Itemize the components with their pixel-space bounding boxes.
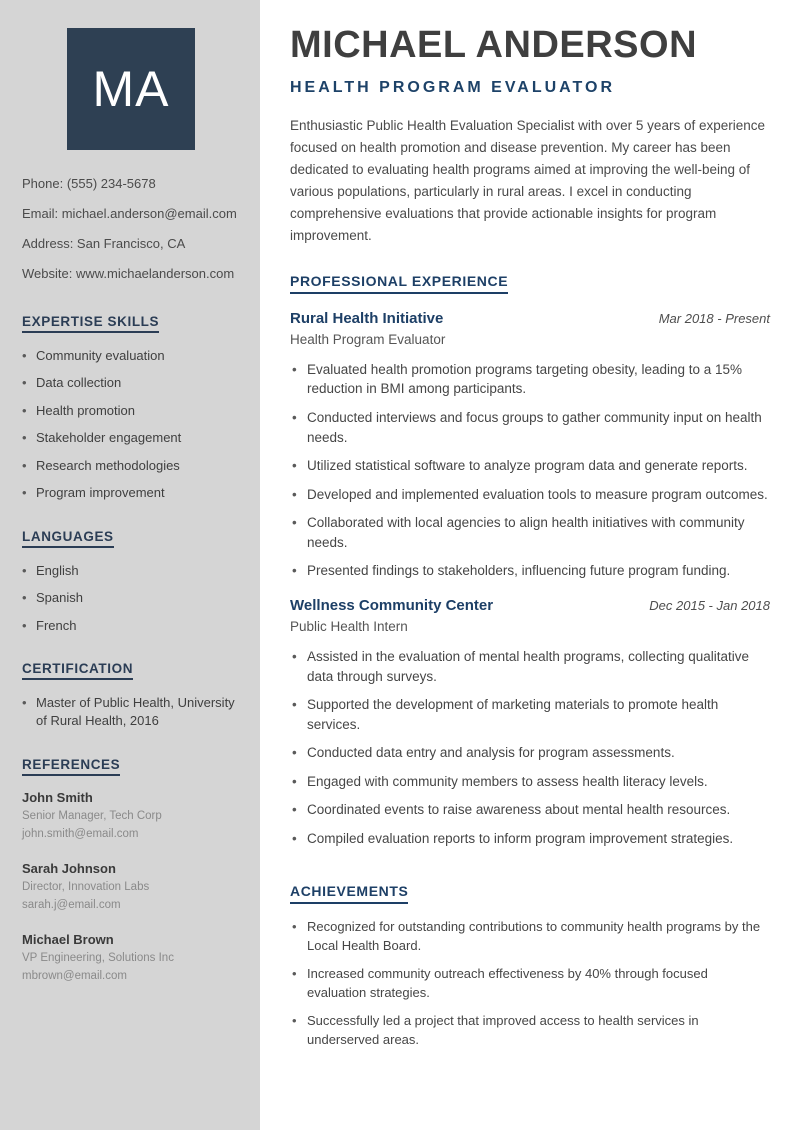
job-bullet: • Engaged with community members to assess health literacy levels. [290, 772, 770, 792]
contact-block [22, 176, 240, 283]
reference-role: VP Engineering, Solutions Inc [22, 951, 174, 964]
achievements-heading: ACHIEVEMENTS [290, 883, 408, 904]
skill-item: • Data collection [22, 374, 240, 392]
experience-heading: PROFESSIONAL EXPERIENCE [290, 273, 508, 294]
job-bullet: • Conducted interviews and focus groups to gather community input on health needs. [290, 408, 770, 447]
sidebar [0, 0, 260, 1130]
languages-list [22, 562, 240, 635]
skills-heading: EXPERTISE SKILLS [22, 314, 159, 333]
job-role: Public Health Intern [290, 618, 408, 634]
job-header [290, 310, 770, 327]
reference-entry [22, 790, 240, 843]
certification-list [22, 694, 240, 729]
contact-address: Address: San Francisco, CA [22, 235, 186, 251]
contact-website: Website: www.michaelanderson.com [22, 265, 235, 281]
job-bullet: • Coordinated events to raise awareness about mental health resources. [290, 800, 770, 820]
job-bullet: • Utilized statistical software to analyze program data and generate reports. [290, 456, 770, 476]
skill-item: • Stakeholder engagement [22, 429, 240, 447]
achievement-item: • Recognized for outstanding contributions to community health programs by the Local Health Board. [290, 918, 770, 956]
job-bullet: • Supported the development of marketing materials to promote health services. [290, 695, 770, 734]
job-bullets [290, 360, 770, 581]
reference-name: John Smith [22, 789, 93, 805]
achievement-item: • Increased community outreach effectiveness by 40% through focused evaluation strategies. [290, 965, 770, 1003]
company-name: Rural Health Initiative [290, 309, 444, 327]
reference-name: Sarah Johnson [22, 860, 116, 876]
reference-entry [22, 932, 240, 985]
job-bullet: • Assisted in the evaluation of mental health programs, collecting qualitative data through surveys. [290, 647, 770, 686]
certification-section [22, 660, 240, 729]
job-header [290, 597, 770, 614]
monogram-initials: MA [92, 61, 170, 117]
reference-email: mbrown@email.com [22, 970, 127, 983]
candidate-title: HEALTH PROGRAM EVALUATOR [290, 78, 616, 96]
job-bullets [290, 647, 770, 849]
profile-summary: Enthusiastic Public Health Evaluation Specialist with over 5 years of experience focused on health promotion and disease prevention. My career has been dedicated to evaluating health programs aimed at improving the well-being of various populations, particularly in rural areas. I excel in conducting comprehensive evaluations that provide actionable insights for program improvement. [290, 117, 765, 243]
job-dates: Dec 2015 - Jan 2018 [649, 597, 770, 613]
reference-email: sarah.j@email.com [22, 899, 121, 912]
language-item: • French [22, 617, 240, 635]
skill-item: • Research methodologies [22, 457, 240, 475]
job-entry [290, 597, 770, 849]
job-entry [290, 310, 770, 581]
skills-section [22, 313, 240, 502]
languages-section [22, 528, 240, 635]
language-item: • Spanish [22, 589, 240, 607]
reference-role: Senior Manager, Tech Corp [22, 809, 162, 822]
certification-item: • Master of Public Health, University of Rural Health, 2016 [22, 694, 240, 729]
company-name: Wellness Community Center [290, 596, 494, 614]
reference-email: john.smith@email.com [22, 828, 139, 841]
skill-item: • Health promotion [22, 402, 240, 420]
job-dates: Mar 2018 - Present [658, 310, 770, 326]
certification-heading: CERTIFICATION [22, 661, 133, 680]
references-section [22, 756, 240, 985]
skill-item: • Community evaluation [22, 347, 240, 365]
reference-role: Director, Innovation Labs [22, 880, 150, 893]
reference-name: Michael Brown [22, 931, 114, 947]
job-bullet: • Compiled evaluation reports to inform program improvement strategies. [290, 829, 770, 849]
language-item: • English [22, 562, 240, 580]
languages-heading: LANGUAGES [22, 529, 114, 548]
job-bullet: • Collaborated with local agencies to align health initiatives with community needs. [290, 513, 770, 552]
job-role: Health Program Evaluator [290, 331, 446, 347]
skills-list [22, 347, 240, 502]
reference-entry [22, 861, 240, 914]
contact-email: Email: michael.anderson@email.com [22, 205, 237, 221]
job-bullet: • Evaluated health promotion programs targeting obesity, leading to a 15% reduction in BMI among participants. [290, 360, 770, 399]
monogram-badge [67, 28, 195, 150]
skill-item: • Program improvement [22, 484, 240, 502]
references-heading: REFERENCES [22, 757, 120, 776]
contact-phone: Phone: (555) 234-5678 [22, 176, 156, 191]
job-bullet: • Presented findings to stakeholders, influencing future program funding. [290, 561, 770, 581]
job-bullet: • Developed and implemented evaluation tools to measure program outcomes. [290, 485, 770, 505]
job-bullet: • Conducted data entry and analysis for program assessments. [290, 743, 770, 763]
candidate-name: MICHAEL ANDERSON [290, 24, 698, 66]
main-content [260, 0, 800, 1130]
achievement-item: • Successfully led a project that improved access to health services in underserved areas. [290, 1012, 770, 1050]
achievements-list [290, 918, 770, 1049]
